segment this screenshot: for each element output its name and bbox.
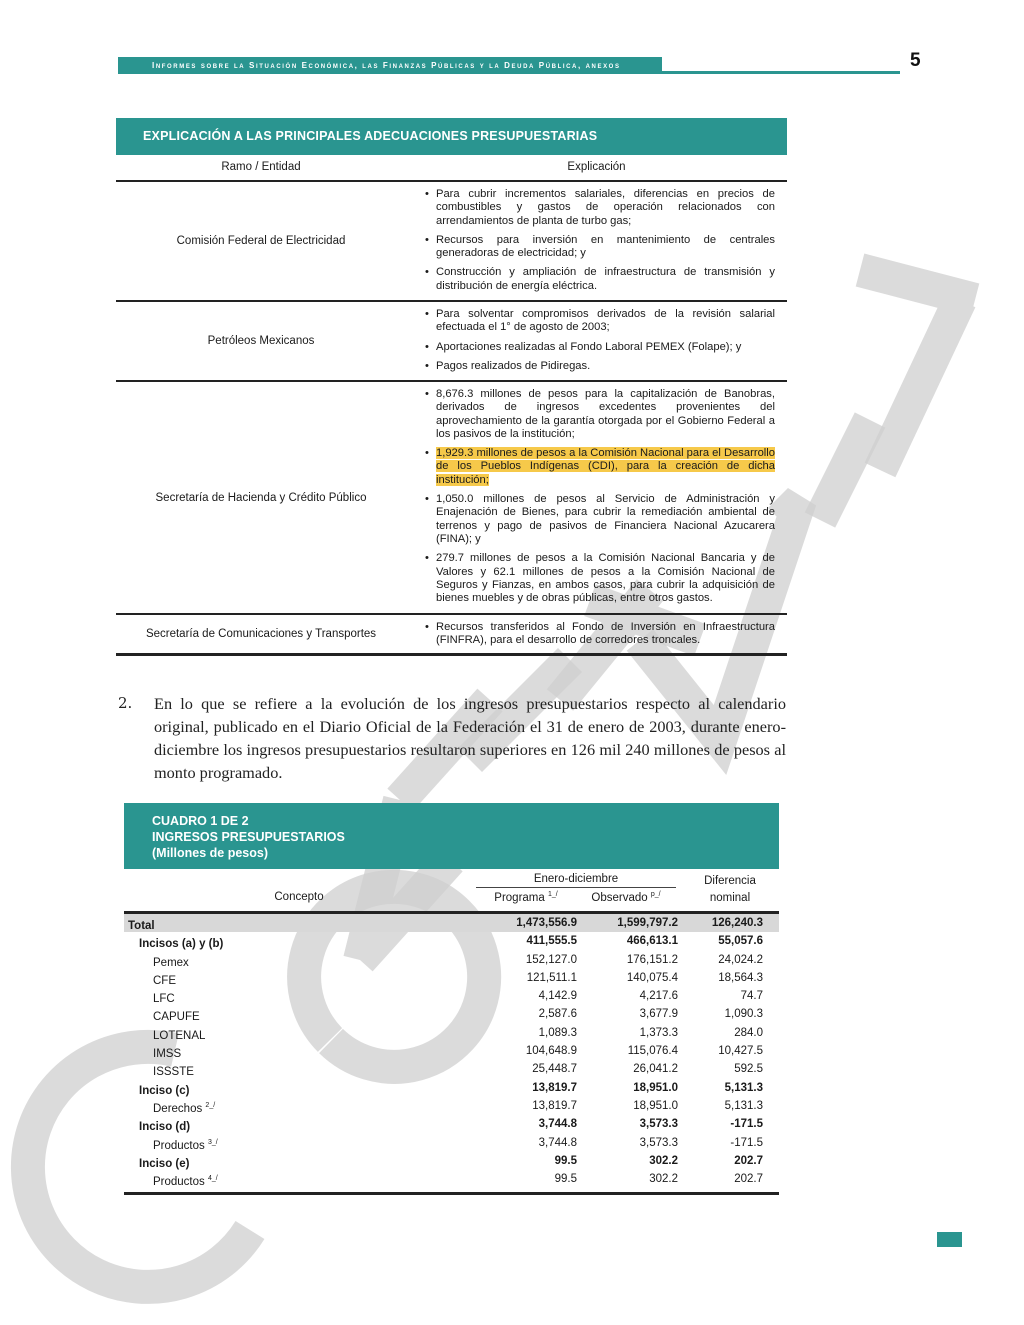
column-header-diferencia — [680, 873, 780, 907]
concept-label: Total — [128, 920, 155, 932]
concept-cell — [124, 932, 491, 950]
observado-cell: 1,373.3 — [639, 1026, 678, 1039]
observado-cell: 18,951.0 — [633, 1099, 678, 1112]
table-row — [124, 1170, 779, 1188]
diferencia-cell: 5,131.3 — [724, 1081, 763, 1094]
column-header-observado — [576, 891, 676, 904]
observado-cell: 4,217.6 — [639, 990, 678, 1003]
observado-cell: 1,599,797.2 — [617, 917, 678, 929]
explanation-cell — [406, 382, 787, 613]
header-rule — [662, 71, 900, 74]
table-row — [116, 182, 787, 302]
concept-cell — [124, 1042, 491, 1060]
income-table-body — [124, 914, 779, 1195]
concept-cell — [124, 1079, 491, 1097]
explanation-bullet: • Construcción y ampliación de infraestructura de transmisión y distribución de energía eléctrica. — [426, 266, 775, 293]
diferencia-cell: 592.5 — [734, 1063, 763, 1076]
footnote-marker: 2_/ — [205, 1101, 216, 1109]
explanation-cell — [406, 182, 787, 300]
explanation-bullet: • 1,050.0 millones de pesos al Servicio de Administración y Enajenación de Bienes, para cubrir la remediación ambiental de terrenos y pago de pasivos de Financiera Nacional Azucarera (FINA); y — [426, 493, 775, 546]
programa-cell: 3,744.8 — [538, 1136, 577, 1149]
programa-label: Programa — [494, 892, 545, 904]
concept-label: Productos — [153, 1139, 205, 1152]
diferencia-cell: 5,131.3 — [724, 1099, 763, 1112]
table-row — [116, 302, 787, 382]
observado-cell: 3,573.3 — [639, 1136, 678, 1149]
diferencia-cell: 202.7 — [734, 1173, 763, 1186]
footnote-marker: 3_/ — [207, 1138, 218, 1146]
programa-cell: 2,587.6 — [538, 1008, 577, 1021]
footnote-marker: p_/ — [650, 891, 661, 898]
observado-cell: 302.2 — [649, 1173, 678, 1186]
column-header-explanation: Explicación — [567, 161, 626, 173]
diferencia-cell: 284.0 — [734, 1026, 763, 1039]
programa-cell: 25,448.7 — [532, 1063, 577, 1076]
concept-cell — [124, 1097, 491, 1115]
concept-label: Incisos (a) y (b) — [139, 938, 224, 951]
explanation-bullet: • 279.7 millones de pesos a la Comisión Nacional Bancaria y de Valores y 62.1 millones de pesos a la Comisión Nacional de Seguros y Fianzas, en ambos casos, para cubrir la adquisición de bienes muebles y de obras públicas, entre otros gastos. — [426, 552, 775, 605]
column-group-enero-diciembre: Enero-diciembre — [476, 873, 676, 888]
diferencia-cell: -171.5 — [730, 1118, 763, 1131]
table-row — [116, 382, 787, 615]
income-table-title-line3: (Millones de pesos) — [152, 846, 268, 860]
programa-cell: 99.5 — [554, 1173, 577, 1186]
observado-cell: 176,151.2 — [626, 953, 678, 966]
footnote-marker: 4_/ — [207, 1175, 218, 1183]
concept-cell — [124, 1170, 491, 1188]
programa-cell: 152,127.0 — [525, 953, 577, 966]
running-header-title: Informes sobre la Situación Económica, las Finanzas Públicas y la Deuda Pública, anexos — [118, 57, 662, 74]
concept-label: Inciso (e) — [139, 1157, 190, 1170]
concept-label: CFE — [153, 974, 176, 987]
entity-cell: Petróleos Mexicanos — [207, 335, 315, 347]
programa-cell: 1,473,556.9 — [516, 917, 577, 929]
concept-label: Inciso (d) — [139, 1121, 191, 1134]
entity-cell: Secretaría de Comunicaciones y Transportes — [145, 628, 377, 640]
diferencia-cell: 55,057.6 — [718, 935, 763, 948]
table-row — [124, 932, 779, 950]
observado-cell: 466,613.1 — [626, 935, 678, 948]
observado-cell: 302.2 — [649, 1154, 678, 1167]
diferencia-cell: 126,240.3 — [711, 917, 763, 929]
explanation-bullet: • 8,676.3 millones de pesos para la capitalización de Banobras, derivados de ingresos excedentes provenientes del aprovechamiento de la garantía otorgada por el Gobierno Federal a los pasivos de la institución; — [426, 388, 775, 441]
observado-cell: 18,951.0 — [633, 1081, 678, 1094]
programa-cell: 4,142.9 — [538, 990, 577, 1003]
observado-cell: 115,076.4 — [627, 1045, 678, 1058]
observado-cell: 140,075.4 — [626, 971, 678, 984]
concept-label: LOTENAL — [153, 1029, 206, 1042]
programa-cell: 13,819.7 — [532, 1081, 577, 1094]
concept-cell — [124, 1024, 491, 1042]
table-row — [116, 615, 787, 656]
table-row — [124, 969, 779, 987]
programa-cell: 13,819.7 — [532, 1099, 577, 1112]
footnote-marker: 1_/ — [547, 891, 558, 898]
column-header-concept: Concepto — [274, 891, 324, 903]
table-row — [124, 1005, 779, 1023]
concept-label: ISSSTE — [153, 1066, 194, 1079]
programa-cell: 104,648.9 — [525, 1045, 577, 1058]
table-row — [124, 914, 779, 932]
concept-label: LFC — [153, 993, 175, 1006]
table-row — [124, 1024, 779, 1042]
corner-accent-block — [937, 1232, 962, 1247]
programa-cell: 411,555.5 — [526, 935, 577, 948]
concept-label: Derechos — [153, 1102, 203, 1115]
concept-cell — [124, 1152, 491, 1170]
entity-cell: Comisión Federal de Electricidad — [176, 235, 346, 247]
programa-cell: 1,089.3 — [538, 1026, 577, 1039]
explanation-bullet: • Aportaciones realizadas al Fondo Laboral PEMEX (Folape); y — [426, 341, 775, 354]
income-table-title-line1: CUADRO 1 DE 2 — [152, 814, 249, 828]
explanation-bullet: • Recursos transferidos al Fondo de Inversión en Infraestructura (FINFRA), para el desarrollo de corredores troncales. — [426, 621, 775, 648]
diferencia-cell: 202.7 — [734, 1154, 763, 1167]
observado-cell: 3,573.3 — [639, 1118, 678, 1131]
concept-cell — [124, 1005, 491, 1023]
column-header-entity: Ramo / Entidad — [221, 161, 301, 173]
diferencia-cell: 1,090.3 — [724, 1008, 763, 1021]
concept-label: CAPUFE — [153, 1011, 200, 1024]
income-table-title-line2: INGRESOS PRESUPUESTARIOS — [152, 830, 345, 844]
explanation-bullet: • Recursos para inversión en mantenimiento de centrales generadoras de electricidad; y — [426, 234, 775, 261]
income-table-title — [124, 803, 779, 869]
entity-cell: Secretaría de Hacienda y Crédito Público — [155, 491, 367, 504]
observado-cell: 26,041.2 — [633, 1063, 678, 1076]
concept-cell — [124, 987, 491, 1005]
paragraph-text: En lo que se refiere a la evolución de los ingresos presupuestarios respecto al calendario original, publicado en el Diario Oficial de la Federación el 31 de enero de 2003, durante enero-diciembre los ingresos presupuestarios resultaron superiores en 126 mil 240 millones de pesos al monto programado. — [154, 694, 786, 782]
highlight-mark: 1,929.3 millones de pesos a la Comisión Nacional para el Desarrollo de los Pueblos Indígenas (CDI), para la creación de dicha institución; — [436, 447, 775, 486]
income-table — [124, 803, 779, 1195]
observado-label: Observado — [591, 892, 648, 904]
explanation-cell — [406, 302, 787, 380]
explanation-bullet: • Para solventar compromisos derivados de la revisión salarial efectuada el 1° de agosto de 2003; — [426, 308, 775, 335]
diferencia-cell: 24,024.2 — [718, 953, 763, 966]
concept-cell — [124, 969, 491, 987]
table-row — [124, 1115, 779, 1133]
table-row — [124, 1060, 779, 1078]
concept-cell — [124, 1115, 491, 1133]
table-row — [124, 1097, 779, 1115]
concept-cell — [124, 951, 491, 969]
table-row — [124, 951, 779, 969]
table-row — [124, 1042, 779, 1060]
observado-cell: 3,677.9 — [639, 1008, 678, 1021]
diferencia-cell: 10,427.5 — [718, 1045, 763, 1058]
table-row — [124, 1134, 779, 1152]
programa-cell: 99.5 — [554, 1154, 577, 1167]
numbered-paragraph — [118, 692, 786, 784]
income-table-header — [124, 869, 779, 914]
page-number: 5 — [910, 50, 921, 71]
concept-label: Inciso (c) — [139, 1084, 190, 1097]
explanation-bullet-highlighted — [426, 447, 775, 487]
table-row — [124, 987, 779, 1005]
concept-cell — [124, 914, 491, 932]
concept-label: Productos — [153, 1176, 205, 1189]
column-header-programa — [476, 891, 576, 904]
explanation-bullet: • Para cubrir incrementos salariales, diferencias en precios de combustibles y gastos de operación relacionados con arrendamientos de planta de turbo gas; — [426, 188, 775, 228]
explanation-bullet: • Pagos realizados de Pidiregas. — [426, 360, 775, 373]
adjustments-table-header — [116, 155, 787, 182]
concept-cell — [124, 1134, 491, 1152]
adjustments-table — [116, 118, 787, 656]
paragraph-number: 2. — [118, 694, 133, 712]
programa-cell: 3,744.8 — [538, 1118, 577, 1131]
table-row — [124, 1152, 779, 1170]
programa-cell: 121,511.1 — [526, 971, 577, 984]
diferencia-cell: -171.5 — [730, 1136, 763, 1149]
concept-label: IMSS — [153, 1048, 182, 1061]
concept-cell — [124, 1060, 491, 1078]
diferencia-cell: 74.7 — [740, 990, 763, 1003]
adjustments-table-title: EXPLICACIÓN A LAS PRINCIPALES ADECUACIONES PRESUPUESTARIAS — [116, 118, 787, 155]
explanation-cell — [406, 615, 787, 653]
diferencia-label-2: nominal — [709, 892, 751, 904]
diferencia-label-1: Diferencia — [704, 875, 756, 887]
table-row — [124, 1079, 779, 1097]
concept-label: Pemex — [153, 956, 189, 969]
diferencia-cell: 18,564.3 — [718, 971, 763, 984]
